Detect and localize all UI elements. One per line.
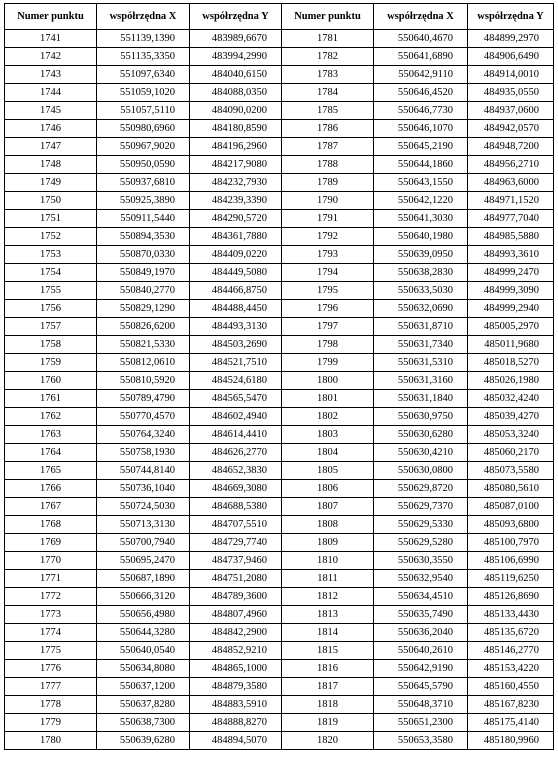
cell-point-number-1: 1753: [5, 246, 97, 264]
table-row: [5, 174, 554, 192]
cell-point-number-1: 1748: [5, 156, 97, 174]
cell-point-number-1: 1742: [5, 48, 97, 66]
table-row: [5, 624, 554, 642]
cell-coordinate-y-2: 484937,0600: [468, 102, 554, 120]
cell-coordinate-y-1: 484842,2900: [190, 624, 282, 642]
cell-coordinate-x-1: 551057,5110: [97, 102, 190, 120]
cell-coordinate-x-1: 551135,3350: [97, 48, 190, 66]
cell-point-number-2: 1809: [282, 534, 374, 552]
cell-coordinate-y-1: 484488,4450: [190, 300, 282, 318]
header-coordinate-x-1: współrzędna X: [97, 4, 190, 30]
cell-coordinate-x-1: 550911,5440: [97, 210, 190, 228]
cell-point-number-2: 1811: [282, 570, 374, 588]
cell-point-number-2: 1820: [282, 732, 374, 750]
cell-point-number-1: 1778: [5, 696, 97, 714]
cell-point-number-2: 1799: [282, 354, 374, 372]
cell-point-number-1: 1749: [5, 174, 97, 192]
cell-coordinate-y-2: 484942,0570: [468, 120, 554, 138]
cell-coordinate-y-1: 484409,0220: [190, 246, 282, 264]
cell-point-number-1: 1770: [5, 552, 97, 570]
cell-coordinate-y-1: 484180,8590: [190, 120, 282, 138]
cell-point-number-2: 1812: [282, 588, 374, 606]
cell-point-number-2: 1802: [282, 408, 374, 426]
cell-point-number-1: 1765: [5, 462, 97, 480]
cell-coordinate-y-2: 484985,5880: [468, 228, 554, 246]
cell-point-number-1: 1767: [5, 498, 97, 516]
cell-point-number-2: 1785: [282, 102, 374, 120]
cell-coordinate-y-2: 485175,4140: [468, 714, 554, 732]
cell-coordinate-y-2: 485106,6990: [468, 552, 554, 570]
header-coordinate-y-1: współrzędna Y: [190, 4, 282, 30]
cell-coordinate-x-2: 550629,8720: [374, 480, 468, 498]
table-row: [5, 642, 554, 660]
cell-coordinate-y-2: 484999,2470: [468, 264, 554, 282]
table-row: [5, 84, 554, 102]
table-row: [5, 498, 554, 516]
header-row: [5, 4, 554, 30]
cell-coordinate-x-2: 550630,3550: [374, 552, 468, 570]
cell-coordinate-x-2: 550630,6280: [374, 426, 468, 444]
cell-coordinate-x-2: 550640,4670: [374, 30, 468, 48]
cell-point-number-1: 1777: [5, 678, 97, 696]
cell-point-number-1: 1764: [5, 444, 97, 462]
coordinates-table: [4, 3, 554, 750]
cell-point-number-2: 1807: [282, 498, 374, 516]
table-row: [5, 264, 554, 282]
cell-coordinate-x-1: 550700,7940: [97, 534, 190, 552]
table-row: [5, 282, 554, 300]
table-row: [5, 300, 554, 318]
cell-coordinate-x-2: 550648,3710: [374, 696, 468, 714]
cell-coordinate-y-1: 484449,5080: [190, 264, 282, 282]
cell-coordinate-y-2: 485126,8690: [468, 588, 554, 606]
table-row: [5, 696, 554, 714]
cell-coordinate-y-2: 485073,5580: [468, 462, 554, 480]
cell-point-number-1: 1760: [5, 372, 97, 390]
cell-point-number-2: 1803: [282, 426, 374, 444]
cell-coordinate-x-2: 550641,6890: [374, 48, 468, 66]
cell-coordinate-x-1: 550770,4570: [97, 408, 190, 426]
cell-point-number-2: 1788: [282, 156, 374, 174]
table-row: [5, 246, 554, 264]
cell-point-number-1: 1755: [5, 282, 97, 300]
cell-coordinate-y-1: 484503,2690: [190, 336, 282, 354]
table-row: [5, 678, 554, 696]
cell-coordinate-y-2: 485060,2170: [468, 444, 554, 462]
cell-coordinate-x-2: 550644,1860: [374, 156, 468, 174]
cell-point-number-2: 1814: [282, 624, 374, 642]
cell-coordinate-y-1: 484807,4960: [190, 606, 282, 624]
cell-coordinate-x-2: 550653,3580: [374, 732, 468, 750]
cell-coordinate-y-1: 484090,0200: [190, 102, 282, 120]
cell-point-number-2: 1796: [282, 300, 374, 318]
cell-point-number-2: 1808: [282, 516, 374, 534]
cell-coordinate-y-2: 485133,4430: [468, 606, 554, 624]
header-point-number-1: Numer punktu: [5, 4, 97, 30]
cell-coordinate-y-1: 484626,2770: [190, 444, 282, 462]
cell-coordinate-y-1: 484565,5470: [190, 390, 282, 408]
cell-coordinate-x-1: 550812,0610: [97, 354, 190, 372]
cell-point-number-2: 1792: [282, 228, 374, 246]
table-body: [5, 30, 554, 750]
cell-coordinate-y-1: 484888,8270: [190, 714, 282, 732]
cell-coordinate-y-1: 484466,8750: [190, 282, 282, 300]
cell-coordinate-x-1: 550687,1890: [97, 570, 190, 588]
header-coordinate-y-2: współrzędna Y: [468, 4, 554, 30]
cell-coordinate-y-2: 485018,5270: [468, 354, 554, 372]
cell-point-number-2: 1782: [282, 48, 374, 66]
cell-coordinate-x-2: 550633,5030: [374, 282, 468, 300]
cell-coordinate-x-2: 550630,9750: [374, 408, 468, 426]
cell-point-number-2: 1810: [282, 552, 374, 570]
cell-coordinate-y-2: 484999,2940: [468, 300, 554, 318]
cell-point-number-1: 1776: [5, 660, 97, 678]
cell-coordinate-x-2: 550646,4520: [374, 84, 468, 102]
cell-coordinate-y-1: 484493,3130: [190, 318, 282, 336]
cell-point-number-2: 1795: [282, 282, 374, 300]
cell-point-number-1: 1772: [5, 588, 97, 606]
cell-point-number-2: 1801: [282, 390, 374, 408]
cell-coordinate-y-1: 484852,9210: [190, 642, 282, 660]
table-row: [5, 714, 554, 732]
cell-coordinate-y-2: 485087,0100: [468, 498, 554, 516]
cell-point-number-1: 1750: [5, 192, 97, 210]
table-row: [5, 606, 554, 624]
cell-coordinate-x-2: 550631,1840: [374, 390, 468, 408]
table-row: [5, 210, 554, 228]
cell-coordinate-y-1: 484789,3600: [190, 588, 282, 606]
cell-coordinate-y-1: 484524,6180: [190, 372, 282, 390]
cell-coordinate-x-1: 550849,1970: [97, 264, 190, 282]
cell-coordinate-x-1: 550637,1200: [97, 678, 190, 696]
cell-coordinate-y-2: 485146,2770: [468, 642, 554, 660]
cell-coordinate-y-2: 485032,4240: [468, 390, 554, 408]
cell-coordinate-y-1: 484290,5720: [190, 210, 282, 228]
cell-coordinate-x-1: 550758,1930: [97, 444, 190, 462]
cell-coordinate-y-1: 484232,7930: [190, 174, 282, 192]
cell-point-number-1: 1746: [5, 120, 97, 138]
cell-coordinate-y-2: 485180,9960: [468, 732, 554, 750]
cell-point-number-1: 1763: [5, 426, 97, 444]
cell-point-number-2: 1817: [282, 678, 374, 696]
cell-coordinate-y-2: 484914,0010: [468, 66, 554, 84]
table-row: [5, 426, 554, 444]
table-row: [5, 462, 554, 480]
cell-coordinate-y-2: 485093,6800: [468, 516, 554, 534]
table-row: [5, 30, 554, 48]
cell-coordinate-x-1: 550810,5920: [97, 372, 190, 390]
cell-coordinate-y-2: 485053,3240: [468, 426, 554, 444]
cell-coordinate-y-2: 484948,7200: [468, 138, 554, 156]
cell-coordinate-x-1: 551059,1020: [97, 84, 190, 102]
cell-point-number-1: 1759: [5, 354, 97, 372]
table-row: [5, 138, 554, 156]
cell-point-number-2: 1813: [282, 606, 374, 624]
cell-coordinate-y-2: 484977,7040: [468, 210, 554, 228]
table-row: [5, 48, 554, 66]
cell-point-number-1: 1756: [5, 300, 97, 318]
cell-coordinate-x-1: 550637,8280: [97, 696, 190, 714]
cell-point-number-1: 1752: [5, 228, 97, 246]
table-row: [5, 444, 554, 462]
cell-coordinate-x-1: 550656,4980: [97, 606, 190, 624]
cell-coordinate-y-1: 484879,3580: [190, 678, 282, 696]
cell-coordinate-x-2: 550651,2300: [374, 714, 468, 732]
cell-coordinate-x-1: 550950,0590: [97, 156, 190, 174]
cell-point-number-1: 1774: [5, 624, 97, 642]
cell-coordinate-y-2: 485167,8230: [468, 696, 554, 714]
cell-point-number-2: 1794: [282, 264, 374, 282]
cell-coordinate-y-1: 484688,5380: [190, 498, 282, 516]
cell-coordinate-x-2: 550639,0950: [374, 246, 468, 264]
cell-coordinate-y-1: 484239,3390: [190, 192, 282, 210]
cell-coordinate-y-2: 484999,3090: [468, 282, 554, 300]
cell-coordinate-x-2: 550642,9190: [374, 660, 468, 678]
cell-point-number-2: 1819: [282, 714, 374, 732]
table-row: [5, 660, 554, 678]
cell-coordinate-x-1: 550829,1290: [97, 300, 190, 318]
cell-coordinate-y-1: 484652,3830: [190, 462, 282, 480]
cell-coordinate-x-1: 550789,4790: [97, 390, 190, 408]
cell-coordinate-x-1: 550840,2770: [97, 282, 190, 300]
cell-coordinate-y-1: 484521,7510: [190, 354, 282, 372]
cell-point-number-2: 1787: [282, 138, 374, 156]
cell-coordinate-y-2: 485135,6720: [468, 624, 554, 642]
cell-point-number-1: 1741: [5, 30, 97, 48]
table-row: [5, 192, 554, 210]
cell-point-number-1: 1766: [5, 480, 97, 498]
cell-coordinate-x-1: 550937,6810: [97, 174, 190, 192]
cell-point-number-2: 1791: [282, 210, 374, 228]
cell-coordinate-y-1: 484751,2080: [190, 570, 282, 588]
cell-coordinate-x-1: 550713,3130: [97, 516, 190, 534]
cell-coordinate-x-1: 550967,9020: [97, 138, 190, 156]
cell-coordinate-y-1: 484040,6150: [190, 66, 282, 84]
cell-coordinate-x-2: 550645,2190: [374, 138, 468, 156]
cell-point-number-1: 1744: [5, 84, 97, 102]
cell-coordinate-y-1: 484361,7880: [190, 228, 282, 246]
table-row: [5, 66, 554, 84]
cell-point-number-2: 1783: [282, 66, 374, 84]
table-row: [5, 552, 554, 570]
cell-coordinate-x-1: 550639,6280: [97, 732, 190, 750]
cell-coordinate-x-2: 550631,3160: [374, 372, 468, 390]
cell-coordinate-x-2: 550631,7340: [374, 336, 468, 354]
cell-coordinate-x-1: 550980,6960: [97, 120, 190, 138]
cell-point-number-2: 1781: [282, 30, 374, 48]
table-row: [5, 516, 554, 534]
table-row: [5, 318, 554, 336]
cell-coordinate-y-2: 485080,5610: [468, 480, 554, 498]
cell-coordinate-x-1: 550640,0540: [97, 642, 190, 660]
cell-coordinate-y-1: 484602,4940: [190, 408, 282, 426]
cell-coordinate-x-1: 550894,3530: [97, 228, 190, 246]
cell-coordinate-x-1: 550925,3890: [97, 192, 190, 210]
cell-coordinate-x-2: 550635,7490: [374, 606, 468, 624]
cell-coordinate-x-1: 550644,3280: [97, 624, 190, 642]
cell-point-number-1: 1745: [5, 102, 97, 120]
cell-coordinate-x-2: 550646,7730: [374, 102, 468, 120]
cell-point-number-1: 1754: [5, 264, 97, 282]
cell-point-number-1: 1773: [5, 606, 97, 624]
cell-coordinate-y-2: 485153,4220: [468, 660, 554, 678]
cell-coordinate-y-2: 484906,6490: [468, 48, 554, 66]
cell-point-number-1: 1761: [5, 390, 97, 408]
cell-point-number-2: 1798: [282, 336, 374, 354]
cell-coordinate-x-2: 550641,3030: [374, 210, 468, 228]
cell-coordinate-y-2: 484935,0550: [468, 84, 554, 102]
cell-coordinate-y-1: 483989,6670: [190, 30, 282, 48]
cell-point-number-1: 1768: [5, 516, 97, 534]
table-row: [5, 408, 554, 426]
cell-coordinate-x-1: 550736,1040: [97, 480, 190, 498]
cell-coordinate-x-2: 550632,9540: [374, 570, 468, 588]
cell-coordinate-y-1: 484196,2960: [190, 138, 282, 156]
cell-coordinate-x-2: 550646,1070: [374, 120, 468, 138]
cell-coordinate-x-1: 550724,5030: [97, 498, 190, 516]
table-row: [5, 390, 554, 408]
table-row: [5, 120, 554, 138]
cell-point-number-2: 1815: [282, 642, 374, 660]
cell-coordinate-y-2: 485026,1980: [468, 372, 554, 390]
cell-coordinate-x-1: 550666,3120: [97, 588, 190, 606]
cell-coordinate-y-2: 485100,7970: [468, 534, 554, 552]
cell-point-number-2: 1800: [282, 372, 374, 390]
cell-coordinate-x-1: 550764,3240: [97, 426, 190, 444]
table-row: [5, 534, 554, 552]
header-point-number-2: Numer punktu: [282, 4, 374, 30]
cell-coordinate-x-1: 550826,6200: [97, 318, 190, 336]
cell-point-number-1: 1779: [5, 714, 97, 732]
cell-coordinate-y-2: 485119,6250: [468, 570, 554, 588]
cell-coordinate-x-2: 550634,4510: [374, 588, 468, 606]
cell-point-number-1: 1775: [5, 642, 97, 660]
cell-point-number-2: 1793: [282, 246, 374, 264]
cell-point-number-2: 1784: [282, 84, 374, 102]
cell-point-number-2: 1805: [282, 462, 374, 480]
cell-coordinate-y-1: 484669,3080: [190, 480, 282, 498]
cell-coordinate-x-2: 550640,2610: [374, 642, 468, 660]
cell-coordinate-x-1: 551097,6340: [97, 66, 190, 84]
cell-coordinate-x-1: 550870,0330: [97, 246, 190, 264]
cell-coordinate-x-2: 550643,1550: [374, 174, 468, 192]
cell-coordinate-y-1: 484737,9460: [190, 552, 282, 570]
cell-coordinate-x-2: 550638,2830: [374, 264, 468, 282]
cell-coordinate-x-1: 551139,1390: [97, 30, 190, 48]
cell-coordinate-x-1: 550821,5330: [97, 336, 190, 354]
cell-coordinate-y-2: 485011,9680: [468, 336, 554, 354]
cell-coordinate-y-1: 483994,2990: [190, 48, 282, 66]
cell-coordinate-y-1: 484865,1000: [190, 660, 282, 678]
cell-coordinate-x-2: 550642,1220: [374, 192, 468, 210]
cell-coordinate-x-1: 550695,2470: [97, 552, 190, 570]
cell-coordinate-y-2: 485005,2970: [468, 318, 554, 336]
cell-coordinate-x-2: 550629,7370: [374, 498, 468, 516]
table-row: [5, 156, 554, 174]
cell-point-number-2: 1790: [282, 192, 374, 210]
cell-coordinate-y-2: 484971,1520: [468, 192, 554, 210]
cell-coordinate-x-2: 550631,8710: [374, 318, 468, 336]
cell-coordinate-x-1: 550744,8140: [97, 462, 190, 480]
cell-point-number-2: 1789: [282, 174, 374, 192]
table-row: [5, 732, 554, 750]
table-row: [5, 228, 554, 246]
cell-coordinate-y-1: 484894,5070: [190, 732, 282, 750]
table-row: [5, 354, 554, 372]
header-coordinate-x-2: współrzędna X: [374, 4, 468, 30]
cell-point-number-2: 1786: [282, 120, 374, 138]
cell-coordinate-x-2: 550636,2040: [374, 624, 468, 642]
table-row: [5, 480, 554, 498]
cell-coordinate-x-2: 550629,5330: [374, 516, 468, 534]
cell-point-number-1: 1758: [5, 336, 97, 354]
cell-coordinate-x-2: 550632,0690: [374, 300, 468, 318]
cell-coordinate-x-2: 550645,5790: [374, 678, 468, 696]
cell-coordinate-y-2: 484963,6000: [468, 174, 554, 192]
cell-point-number-1: 1747: [5, 138, 97, 156]
coordinates-table-container: [4, 3, 554, 750]
cell-point-number-2: 1806: [282, 480, 374, 498]
cell-point-number-1: 1743: [5, 66, 97, 84]
cell-point-number-1: 1769: [5, 534, 97, 552]
cell-point-number-2: 1797: [282, 318, 374, 336]
cell-point-number-1: 1751: [5, 210, 97, 228]
cell-point-number-1: 1762: [5, 408, 97, 426]
table-row: [5, 372, 554, 390]
table-row: [5, 102, 554, 120]
cell-coordinate-y-1: 484088,0350: [190, 84, 282, 102]
table-row: [5, 336, 554, 354]
cell-coordinate-y-1: 484217,9080: [190, 156, 282, 174]
cell-coordinate-y-1: 484614,4410: [190, 426, 282, 444]
cell-coordinate-y-1: 484707,5510: [190, 516, 282, 534]
cell-coordinate-x-2: 550640,1980: [374, 228, 468, 246]
cell-coordinate-y-2: 484899,2970: [468, 30, 554, 48]
cell-point-number-1: 1780: [5, 732, 97, 750]
cell-coordinate-x-2: 550631,5310: [374, 354, 468, 372]
table-row: [5, 570, 554, 588]
cell-coordinate-x-2: 550642,9110: [374, 66, 468, 84]
cell-coordinate-x-1: 550634,8080: [97, 660, 190, 678]
cell-coordinate-y-2: 485160,4550: [468, 678, 554, 696]
cell-coordinate-x-2: 550629,5280: [374, 534, 468, 552]
cell-coordinate-x-2: 550630,0800: [374, 462, 468, 480]
cell-point-number-2: 1818: [282, 696, 374, 714]
cell-point-number-1: 1757: [5, 318, 97, 336]
cell-point-number-2: 1816: [282, 660, 374, 678]
cell-coordinate-y-2: 484956,2710: [468, 156, 554, 174]
cell-coordinate-y-1: 484883,5910: [190, 696, 282, 714]
cell-coordinate-y-2: 485039,4270: [468, 408, 554, 426]
cell-coordinate-x-2: 550630,4210: [374, 444, 468, 462]
cell-coordinate-y-1: 484729,7740: [190, 534, 282, 552]
table-row: [5, 588, 554, 606]
cell-coordinate-y-2: 484993,3610: [468, 246, 554, 264]
cell-coordinate-x-1: 550638,7300: [97, 714, 190, 732]
cell-point-number-2: 1804: [282, 444, 374, 462]
cell-point-number-1: 1771: [5, 570, 97, 588]
